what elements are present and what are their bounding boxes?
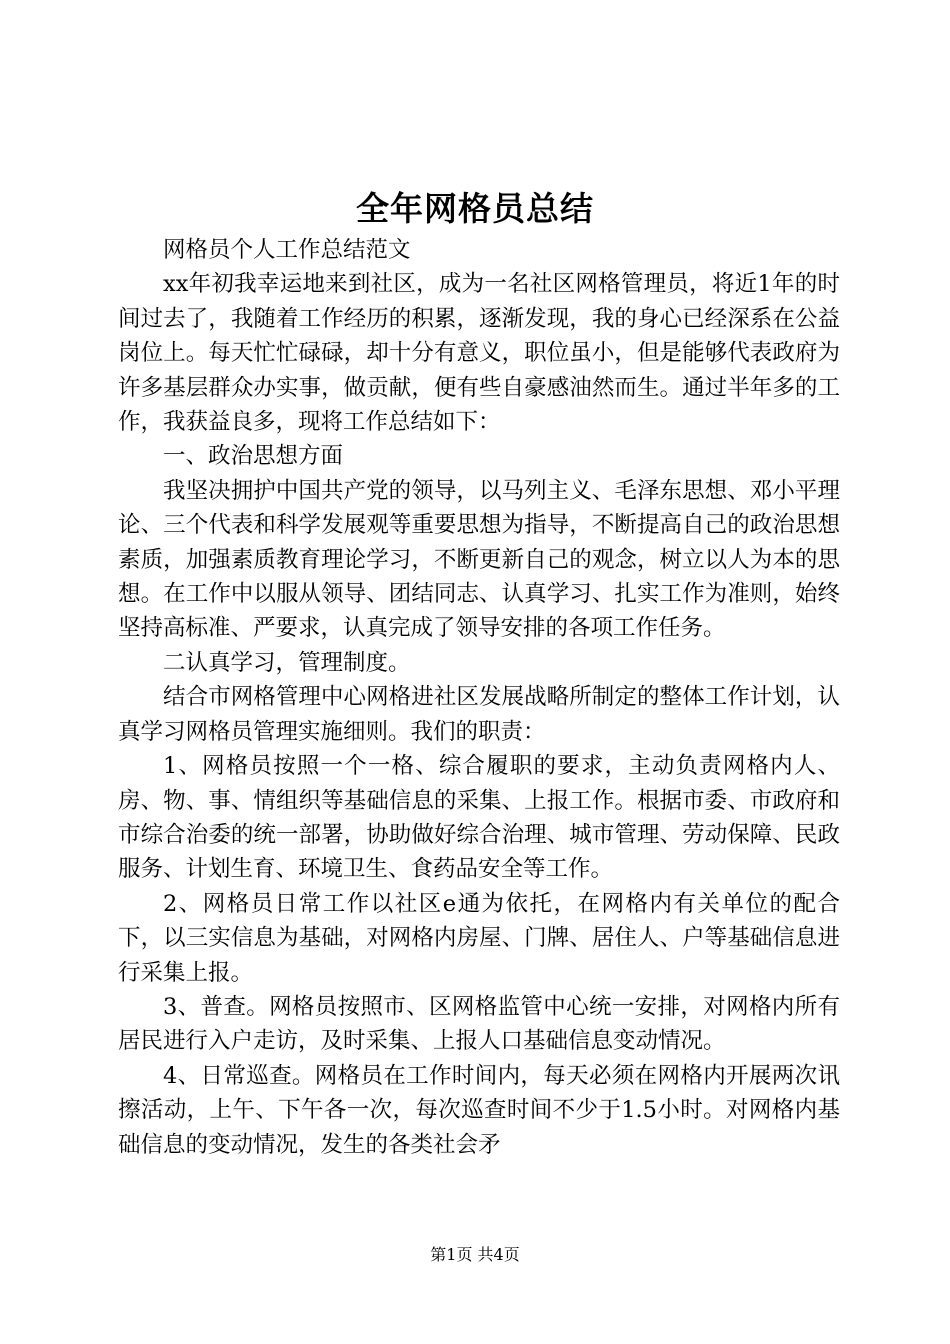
- section-heading-study: 二认真学习，管理制度。: [163, 649, 411, 676]
- paragraph-subtitle: 网格员个人工作总结范文: [163, 237, 411, 263]
- duty-item-2: 2、网格员日常工作以社区e通为依托，在网格内有关单位的配合下，以三实信息为基础，对网格内房屋、门牌、居住人、户等基础信息进行采集上报。: [118, 890, 840, 986]
- paragraph-intro: xx年初我幸运地来到社区，成为一名社区网格管理员，将近1年的时间过去了，我随着工作经历的积累，逐渐发现，我的身心已经深系在公益岗位上。每天忙忙碌碌，却十分有意义，职位虽小，但是能够代表政府为许多基层群众办实事，做贡献，便有些自豪感油然而生。通过半年多的工作，我获益良多，现将工作总结如下：: [118, 271, 840, 436]
- document-title: 全年网格员总结: [356, 189, 594, 228]
- duty-item-3: 3、普查。网格员按照市、区网格监管中心统一安排，对网格内所有居民进行入户走访，及时采集、上报人口基础信息变动情况。: [118, 993, 840, 1055]
- duty-item-4: 4、日常巡查。网格员在工作时间内，每天必须在网格内开展两次讯擦活动，上午、下午各一次，每次巡查时间不少于1.5小时。对网格内基础信息的变动情况，发生的各类社会矛: [118, 1062, 840, 1158]
- section-heading-politics: 一、政治思想方面: [163, 443, 344, 470]
- paragraph-study: 结合市网格管理中心网格进社区发展战略所制定的整体工作计划，认真学习网格员管理实施细则。我们的职责：: [118, 684, 840, 745]
- document-body: [118, 233, 840, 1162]
- page-indicator: 第1页 共4页: [430, 1245, 520, 1264]
- page-footer: [0, 1244, 950, 1266]
- paragraph-politics: 我坚决拥护中国共产党的领导，以马列主义、毛泽东思想、邓小平理论、三个代表和科学发展观等重要思想为指导，不断提高自己的政治思想素质，加强素质教育理论学习，不断更新自己的观念，树立以人为本的思想。在工作中以服从领导、团结同志、认真学习、扎实工作为准则，始终坚持高标准、严要求，认真完成了领导安排的各项工作任务。: [118, 477, 840, 642]
- duty-item-1: 1、网格员按照一个一格、综合履职的要求，主动负责网格内人、房、物、事、情组织等基础信息的采集、上报工作。根据市委、市政府和市综合治委的统一部署，协助做好综合治理、城市管理、劳动保障、民政服务、计划生育、环境卫生、食药品安全等工作。: [118, 753, 840, 883]
